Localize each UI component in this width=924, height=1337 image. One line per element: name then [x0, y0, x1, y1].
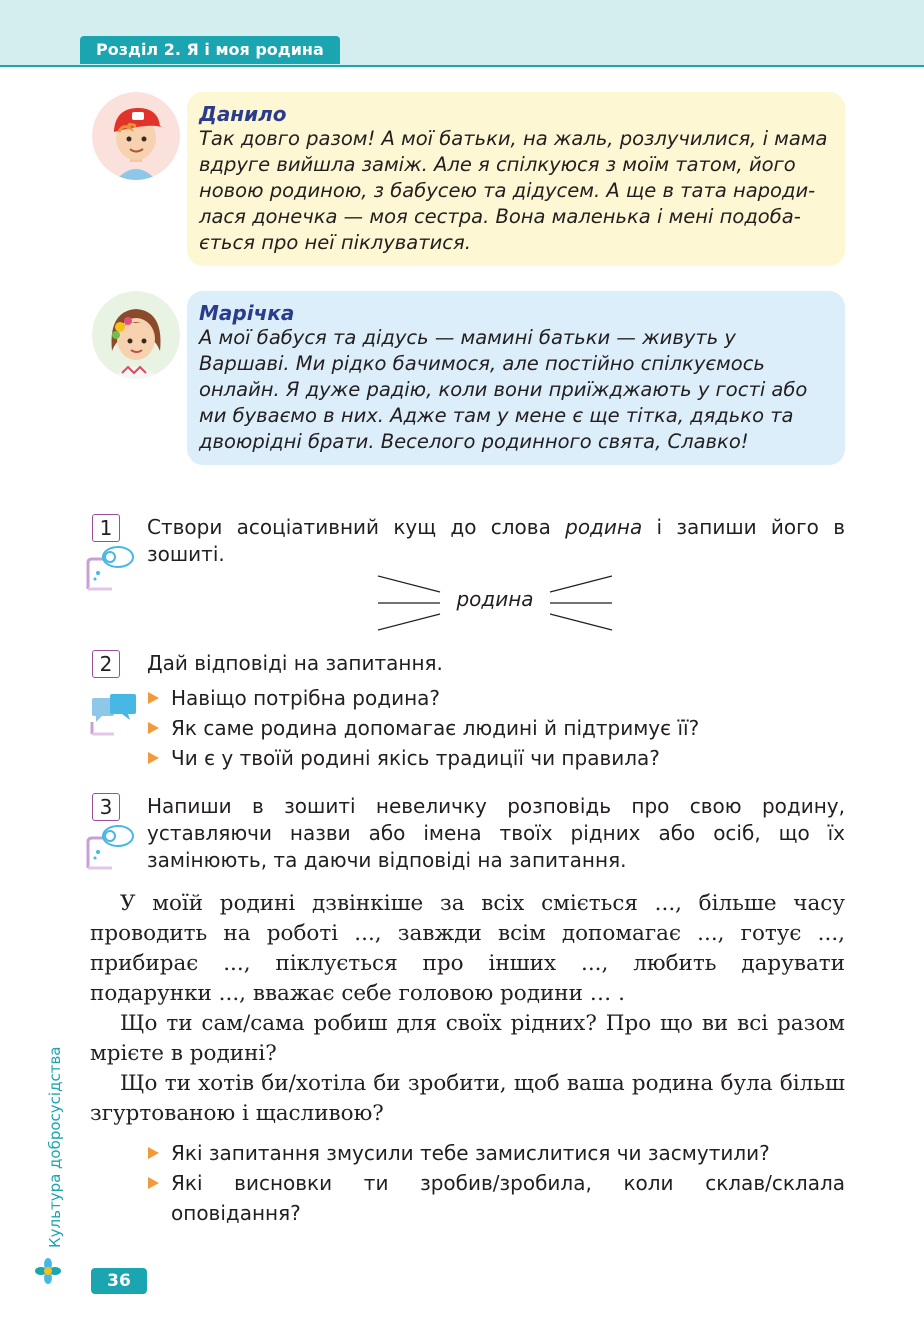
story-paragraph: Що ти сам/сама робиш для своїх рідних? Про що ви всі разом мрієте в родині?: [90, 1011, 845, 1066]
task-text-part: і запиши його в зошиті.: [147, 515, 845, 566]
task-number: 3: [92, 793, 120, 821]
bullet-triangle-icon: [148, 722, 159, 734]
task-1-text: [147, 514, 845, 568]
dialogue-line: А мої бабуся та дідусь — мамині батьки — живуть у: [199, 326, 736, 349]
dialogue-line: онлайн. Я дуже радію, коли вони приїжджають у гості або: [199, 378, 808, 401]
task-2-questions: [147, 683, 845, 773]
speech-cloud-icon: [86, 543, 136, 593]
question-text: Які запитання змусили тебе замислитися чи засмутили?: [171, 1141, 770, 1165]
dialogue-line: лася донечка — моя сестра. Вона маленька і мені подоба-: [199, 205, 801, 228]
task-number: 1: [92, 514, 120, 542]
question-text: Навіщо потрібна родина?: [171, 686, 441, 710]
girl-avatar-icon: [92, 291, 180, 379]
story-paragraph: У моїй родині дзвінкіше за всіх сміється ..., більше часу проводить на роботі ..., завжди всім допомагає ..., готує ..., прибирає ..., піклується про інших ..., любить дарувати подарунки ..., вважає себе головою родини … .: [90, 891, 845, 1006]
dialogue-line: новою родиною, з бабусею та дідусем. А ще в тата народи-: [199, 179, 816, 202]
list-item: [147, 1168, 845, 1228]
speaker-name: Марічка: [199, 301, 295, 325]
dialogue-line: Так довго разом! А мої батьки, на жаль, розлучилися, і мама: [199, 127, 828, 150]
dialogue-danylo: [187, 92, 845, 266]
list-item: [147, 683, 845, 713]
dialogue-line: двоюрідні брати. Веселого родинного свята, Славко!: [199, 430, 749, 453]
list-item: [147, 1138, 845, 1168]
speaker-name: Данило: [199, 102, 287, 126]
task-number: 2: [92, 650, 120, 678]
boy-avatar-icon: [92, 92, 180, 180]
dialogue-line: ється про неї піклуватися.: [199, 231, 471, 254]
list-item: [147, 743, 845, 773]
question-text: Які висновки ти зробив/зробила, коли склав/склала оповідання?: [171, 1171, 845, 1225]
side-label: Культура добросусідства: [46, 1046, 64, 1248]
question-text: Чи є у твоїй родині якісь традиції чи правила?: [171, 746, 660, 770]
cluster-center-word: родина: [456, 587, 534, 611]
list-item: [147, 713, 845, 743]
task-2-text: Дай відповіді на запитання.: [147, 651, 443, 675]
page-number: 36: [91, 1268, 147, 1294]
section-tab: Розділ 2. Я і моя родина: [80, 36, 340, 64]
dialogue-line: вдруге вийшла заміж. Але я спілкуюся з моїм татом, його: [199, 153, 796, 176]
reflection-questions: [147, 1138, 845, 1228]
bullet-triangle-icon: [148, 692, 159, 704]
story-paragraph: Що ти хотів би/хотіла би зробити, щоб ваша родина була більш згуртованою і щасливою?: [90, 1071, 845, 1126]
flower-logo-icon: [35, 1258, 61, 1284]
bullet-triangle-icon: [148, 1177, 159, 1189]
bullet-triangle-icon: [148, 1147, 159, 1159]
task-text-part: Створи асоціативний кущ до слова: [147, 515, 566, 539]
task-keyword: родина: [565, 515, 643, 539]
task-3-text: Напиши в зошиті невеличку розповідь про свою родину, уставляючи назви або імена твоїх рідних або осіб, що їх замінюють, та даючи відповіді на запитання.: [147, 794, 845, 872]
story-template: [90, 889, 845, 1129]
dialogue-icon: [90, 692, 140, 736]
dialogue-line: Варшаві. Ми рідко бачимося, але постійно спілкуємось: [199, 352, 765, 375]
dialogue-marichka: [187, 291, 845, 465]
question-text: Як саме родина допомагає людині й підтримує її?: [171, 716, 700, 740]
speech-cloud-icon: [86, 822, 136, 872]
bullet-triangle-icon: [148, 752, 159, 764]
dialogue-line: ми буваємо в них. Адже там у мене є ще тітка, дядько та: [199, 404, 794, 427]
